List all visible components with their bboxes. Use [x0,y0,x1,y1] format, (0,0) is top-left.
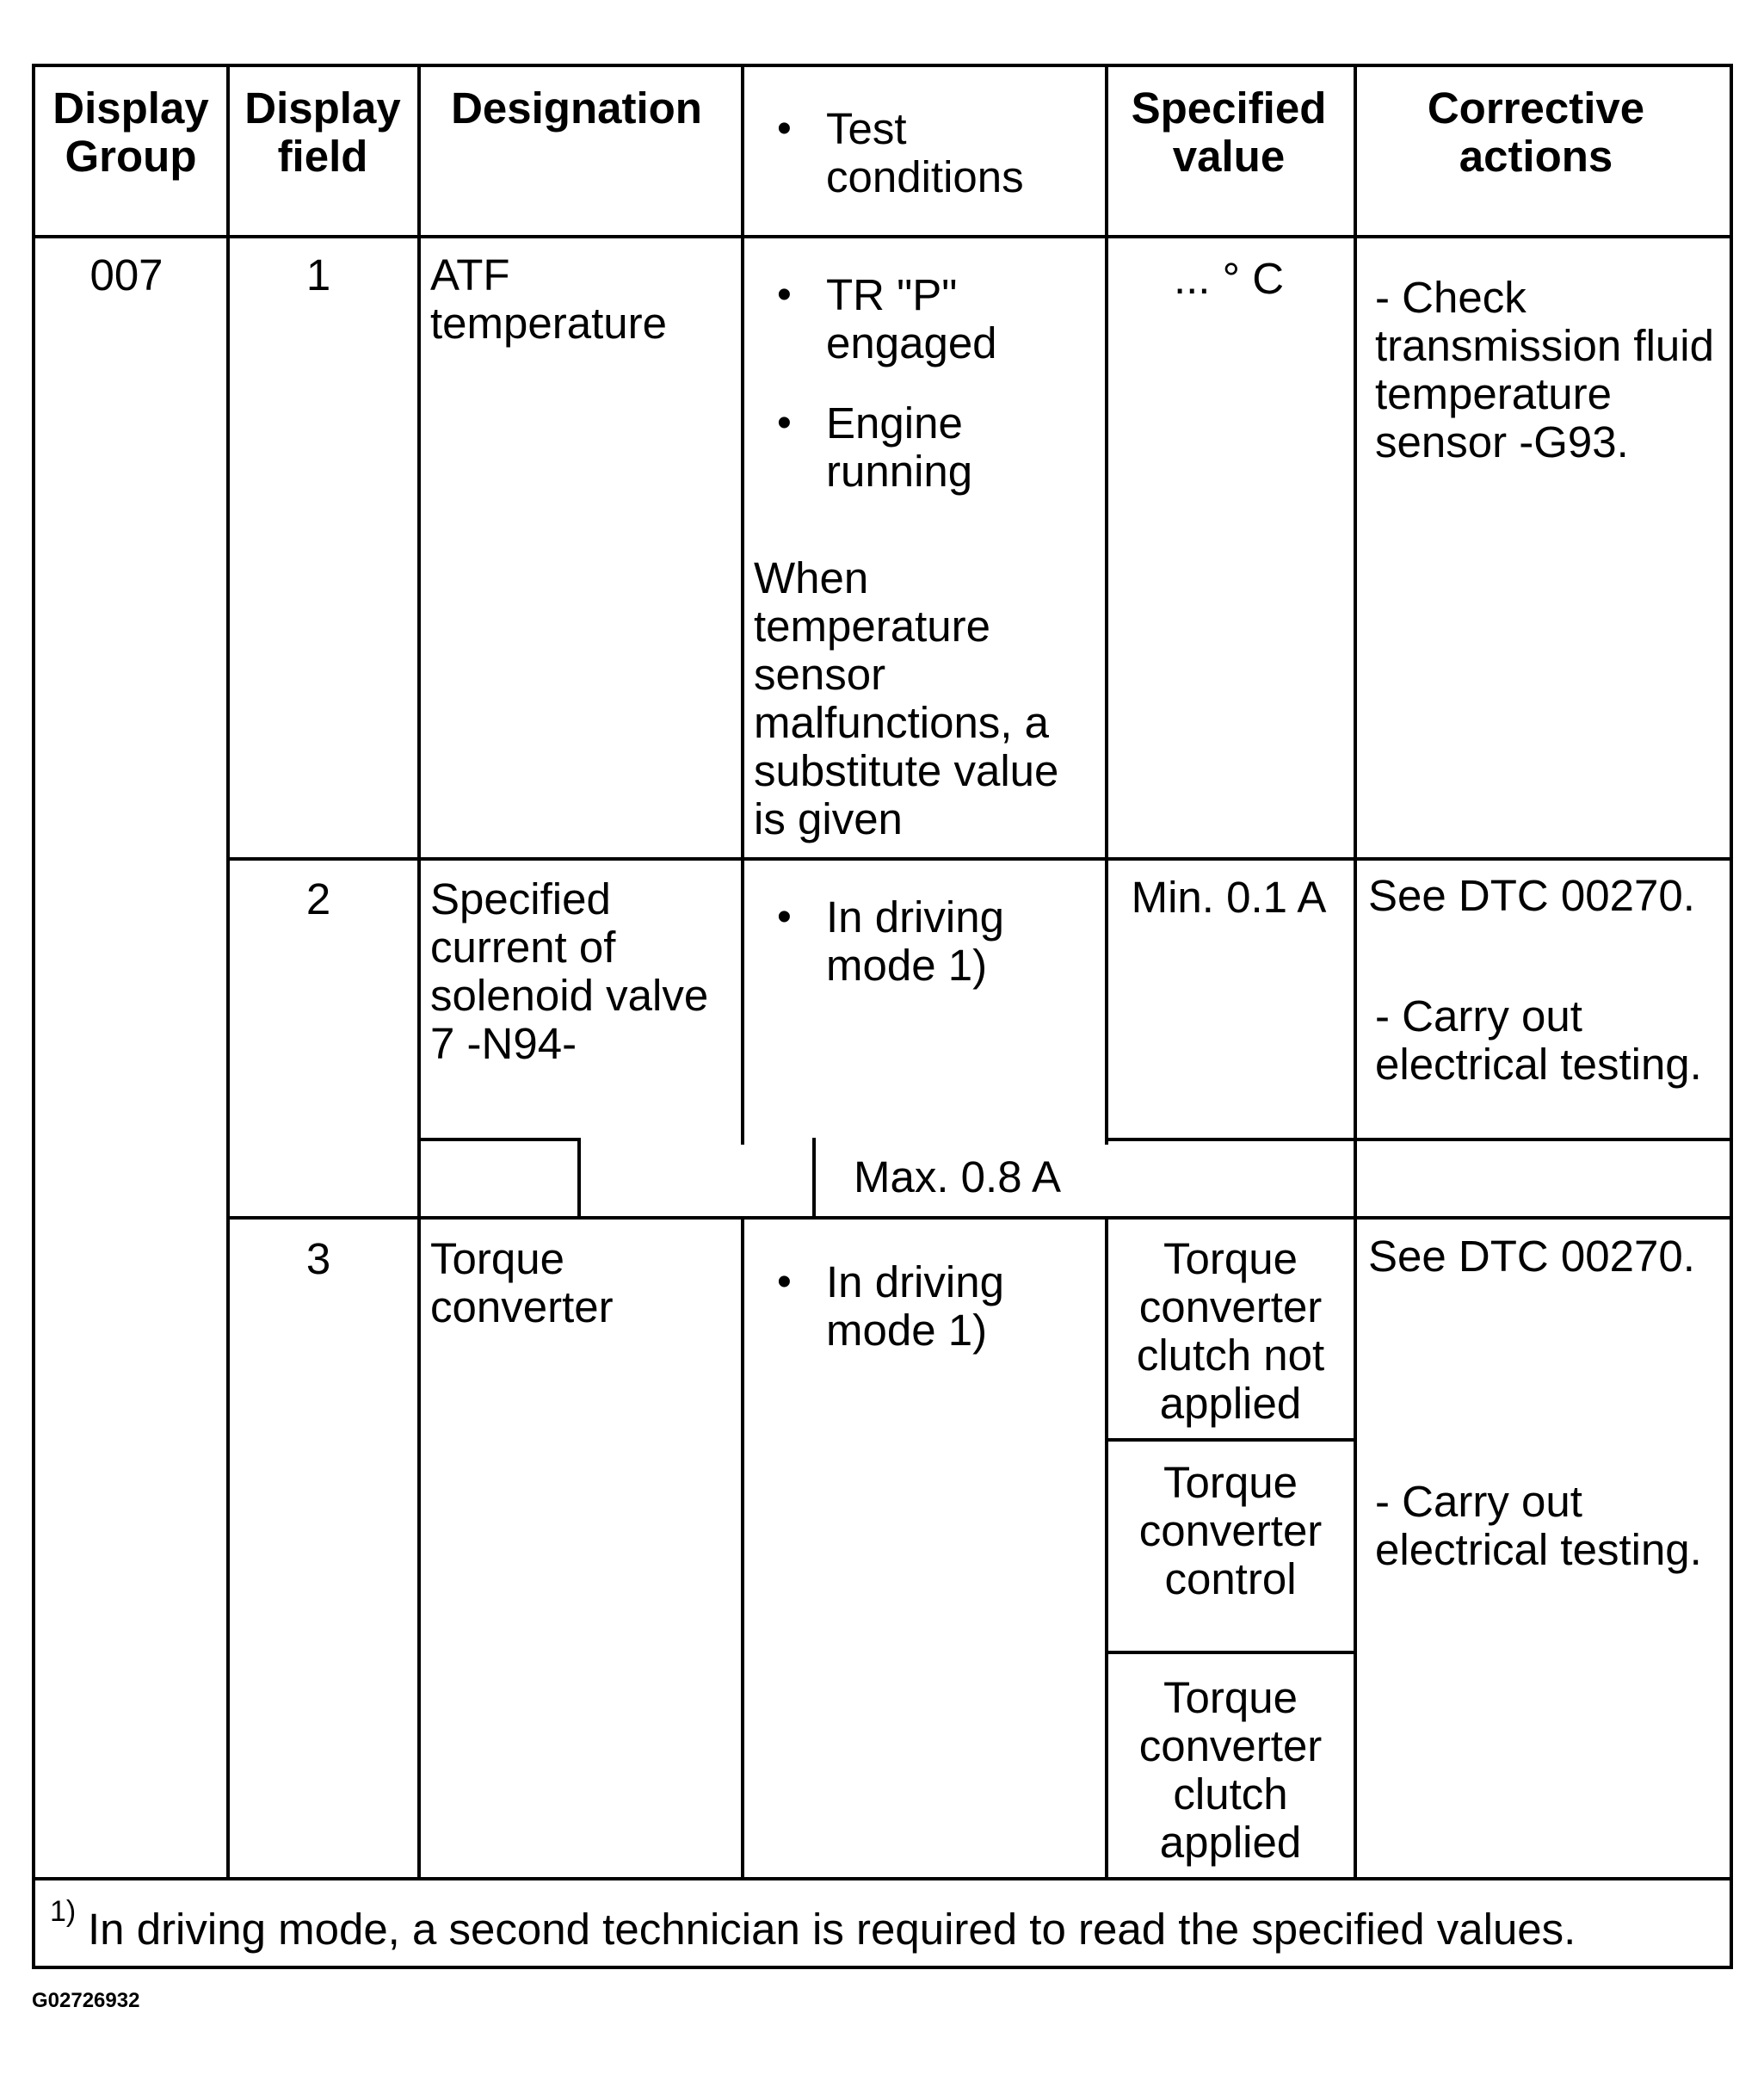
figure-code: G02726932 [32,1989,140,2012]
row3-value-2: Torque converter control [1138,1458,1323,1603]
row1-specified-value: ... ° C [1173,254,1285,303]
table-border-left [32,64,35,1969]
row2-cell-wall-a [577,1138,581,1220]
row1-corrective-action: - Check transmission fluid temperature sensor -G93. [1375,273,1714,466]
row3-action-carry: - Carry out electrical testing. [1375,1477,1702,1574]
bullet-icon: • [777,106,792,151]
row3-field: 3 [305,1234,331,1283]
col-divider-5 [1354,64,1357,1879]
col-divider-3b [741,1220,744,1879]
row2-inner-divider-left [417,1138,581,1141]
row-divider-1-2 [226,857,1733,861]
header-divider [32,235,1733,238]
row3-value-divider-1 [1105,1438,1357,1442]
col-divider-1 [226,64,230,1879]
row1-condition-2: Engine running [826,398,973,496]
row2-designation: Specified current of solenoid valve 7 -N94- [430,874,709,1068]
header-designation: Designation [451,83,702,133]
row1-condition-1: TR "P" engaged [826,270,997,367]
footnote-divider [32,1877,1733,1880]
row2-value-max: Max. 0.8 A [854,1152,1061,1201]
header-test-conditions: Test conditions [826,104,1024,201]
row1-designation: ATF temperature [430,250,667,348]
footnote-marker: 1) [50,1895,77,1928]
row2-field: 2 [305,874,331,923]
bullet-icon: • [777,894,792,940]
bullet-icon: • [777,400,792,446]
row2-action-carry: - Carry out electrical testing. [1375,991,1702,1089]
row3-designation: Torque converter [430,1234,614,1331]
col-divider-4a [1105,64,1108,1145]
header-display-field: Display field [244,83,401,181]
table-border-top [32,64,1733,67]
bullet-icon: • [777,1259,792,1305]
bullet-icon: • [777,272,792,318]
row2-condition: In driving mode 1) [826,892,1004,990]
footnote-text: In driving mode, a second technician is required to read the specified values. [88,1905,1576,1954]
row3-value-1: Torque converter clutch not applied [1136,1234,1325,1428]
row3-value-3: Torque converter clutch applied [1138,1673,1323,1867]
display-group-value: 007 [89,250,163,300]
header-corrective-actions: Corrective actions [1427,83,1645,181]
col-divider-3a [741,64,744,1145]
row2-value-min: Min. 0.1 A [1131,873,1327,922]
row1-field: 1 [305,250,331,300]
table-border-bottom [32,1966,1733,1969]
row-divider-2-3 [226,1216,1733,1220]
row3-action-see: See DTC 00270. [1368,1232,1695,1281]
col-divider-2 [417,64,421,1879]
row2-action-see: See DTC 00270. [1368,871,1695,920]
row3-value-divider-2 [1105,1651,1357,1654]
row2-inner-divider-right [1105,1138,1733,1141]
col-divider-4b [1105,1220,1108,1879]
header-specified-value: Specified value [1131,83,1327,181]
table-border-right [1730,64,1733,1969]
row2-cell-wall-b [812,1138,816,1220]
header-display-group: Display Group [52,83,209,181]
row1-note: When temperature sensor malfunctions, a substitute value is given [754,553,1059,843]
row3-condition: In driving mode 1) [826,1257,1004,1355]
